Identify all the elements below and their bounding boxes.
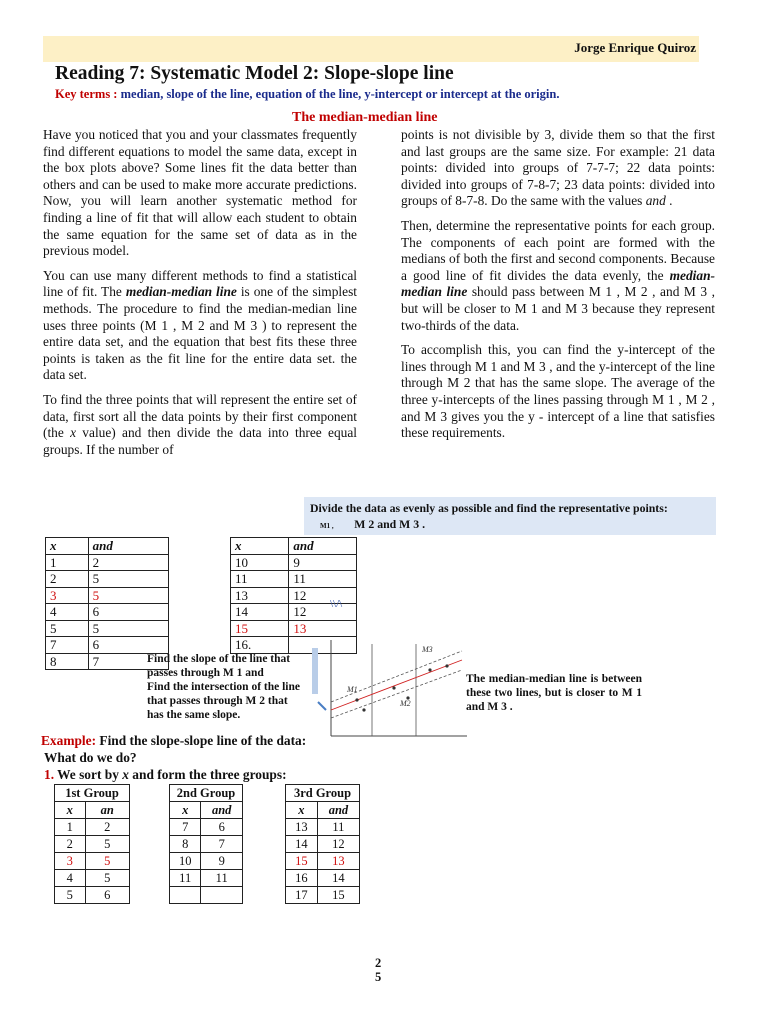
left-paragraph-1: Have you noticed that you and your classmates frequently find different equations to model the same data, except in the box plots above? Some lines fit the data better than others and can be used to make more accurate predictions. Now, you will learn another systematic method for finding a line of fit that will allow each student to obtain the same equation for the same set of data as in the previous model. [43,127,357,259]
term-median-median: median-median line [125,284,237,300]
example-label: Example: [41,733,97,748]
table-header-row [170,802,243,819]
note-slope: Find the slope of the line that passes through M 1 and [147,653,291,679]
cell: 11 [201,870,243,887]
data-point [392,686,395,689]
divide-instruction-line2 [320,517,425,532]
m3-label: M3 [422,645,433,654]
cell: 14 [286,836,318,853]
cell: 5 [88,571,168,588]
cell: 3 [55,853,86,870]
cell: 5 [85,870,129,887]
group-2-table [169,784,243,904]
table-row [286,819,360,836]
cell: 6 [201,819,243,836]
example-heading [41,733,306,749]
header-x: x [55,802,86,819]
right-data-table [230,537,357,654]
text-span: We sort by [54,767,123,782]
table-row [55,819,130,836]
header-and: and [88,538,168,555]
cell: 15 [317,887,359,904]
cell: 15 [286,853,318,870]
blue-arrow [318,702,326,710]
text-span: To find the three points that will represent the entire set of data, first sort all the data points by their first component (the [43,391,357,441]
cell: 2 [85,819,129,836]
cell: 5 [85,836,129,853]
m2-label: M2 [400,699,411,708]
cell [201,887,243,904]
cell: 11 [231,571,289,588]
cell: 1 [55,819,86,836]
data-point [445,664,448,667]
table-row [286,836,360,853]
group-title: 2nd Group [170,785,243,802]
page-number-digit: 2 [375,956,382,970]
example-text: Find the slope-slope line of the data: [96,733,307,748]
cell: 2 [55,836,86,853]
table-row [46,571,169,588]
group-3-table [285,784,360,904]
cell: 11 [289,571,357,588]
cell: 12 [289,587,357,604]
text-span: value) and then divide the data into three equal groups. If the number of [43,425,357,457]
text-span: Then, determine the representative points for each group. The components of each point are formed with the medians of both the first and second components. Because a good line of fit divides the data evenly, the [401,217,715,283]
table-row [46,554,169,571]
step-1 [44,767,287,783]
cell: 13 [231,587,289,604]
cell: 7 [88,653,168,670]
table-row [55,887,130,904]
table-row [170,853,243,870]
data-point [355,698,358,701]
left-data-table [45,537,169,670]
note-between: The median-median line is between these two lines, but is closer to M 1 and M 3 . [466,673,642,713]
cell: 2 [88,554,168,571]
table-row [55,870,130,887]
cell: 10 [231,554,289,571]
table-row [170,836,243,853]
data-point [428,668,431,671]
group-title: 3rd Group [286,785,360,802]
left-column [43,127,357,466]
header-and: and [317,802,359,819]
cell: 12 [289,604,357,621]
right-paragraph-1 [401,127,715,210]
right-column [401,127,715,450]
table-row [286,887,360,904]
left-paragraph-3 [43,392,357,458]
table-row [231,554,357,571]
header-x: x [231,538,289,555]
m1-label: M1 [347,685,358,694]
term-x: x [122,767,129,782]
cell: 5 [88,587,168,604]
blue-arrow-bar [312,648,318,694]
cell: 12 [317,836,359,853]
table-header-row [286,802,360,819]
page-number [375,956,381,984]
key-terms [55,87,559,102]
table-row [231,571,357,588]
table-row [46,637,169,654]
cell: 6 [85,887,129,904]
header-x: x [170,802,201,819]
cell: 8 [170,836,201,853]
cell: 3 [46,587,89,604]
cell: 11 [170,870,201,887]
cell: 5 [46,620,89,637]
text-span: . [665,193,673,209]
m2-m3-label: M 2 and M 3 . [354,517,426,531]
table-header-row [231,538,357,555]
cell: 6 [88,604,168,621]
cell: 5 [55,887,86,904]
median-median-diagram [312,640,467,740]
cell: 15 [231,620,289,637]
cell: 7 [201,836,243,853]
table-title-row [55,785,130,802]
upper-line [331,651,462,702]
table-row [46,604,169,621]
page-title: Reading 7: Systematic Model 2: Slope-slope line [55,63,454,84]
text-span: is one of the simplest methods. The procedure to find the median-median line uses three points (M 1 , M 2 and M 3 ) to represent the entire data set, and the equation that best fits these three points is taken as the fit line for the entire data set. the data set. [43,284,357,383]
header-and: and [289,538,357,555]
divide-instruction-line1: Divide the data as evenly as possible and find the representative points: [310,501,668,515]
table-row [46,620,169,637]
cell: 14 [317,870,359,887]
table-row [55,836,130,853]
term-and: and [645,193,666,209]
cell: 16. [231,637,289,654]
divide-instruction-box [304,497,716,535]
header-and: an [85,802,129,819]
author-name: Jorge Enrique Quiroz [574,40,696,55]
header-and: and [201,802,243,819]
slope-notes [147,652,307,722]
term-median-median: median-median line [401,267,715,300]
table-row [46,587,169,604]
section-title: The median-median line [292,110,438,125]
table-title-row [286,785,360,802]
cell: 16 [286,870,318,887]
m1-small-label: M1 , [320,522,334,530]
cell: 10 [170,853,201,870]
cell: 6 [88,637,168,654]
key-terms-text: median, slope of the line, equation of the line, y-intercept or intercept at the origin. [120,87,560,101]
group-title: 1st Group [55,785,130,802]
cell: 14 [231,604,289,621]
group-1-table [54,784,130,904]
cell: 9 [201,853,243,870]
table-row [286,870,360,887]
left-paragraph-2 [43,268,357,384]
data-point [362,708,365,711]
cell: 4 [55,870,86,887]
cell: 13 [289,620,357,637]
table-header-row [55,802,130,819]
term-x: x [70,425,77,441]
right-paragraph-2 [401,218,715,334]
text-span: and form the three groups: [128,767,287,782]
text-span: should pass between M 1 , M 2 , and M 3 , but will be closer to M 1 and M 3 because they represent two-thirds of the data. [401,284,715,333]
cell: 17 [286,887,318,904]
table-row [170,887,243,904]
table-row [55,853,130,870]
table-row [170,819,243,836]
table-header-row [46,538,169,555]
page-number-digit: 5 [375,970,382,984]
cell: 5 [88,620,168,637]
what-do-we-do: What do we do? [44,750,137,765]
key-terms-label: Key terms : [55,87,118,101]
header-x: x [46,538,89,555]
cell: 8 [46,653,89,670]
cell: 1 [46,554,89,571]
table-row [170,870,243,887]
cell: 9 [289,554,357,571]
text-span: points is not divisible by 3, divide them so that the first and last groups are the same size. For example: 21 data points: divided into groups of 7-7-7; 22 data points: divided into groups of 7-8-7; 23 data points: divided into groups of 8-7-8. Do the same with the values [401,127,715,209]
table-title-row [170,785,243,802]
cell: 11 [317,819,359,836]
table-row [286,853,360,870]
cell: 4 [46,604,89,621]
cell: 7 [46,637,89,654]
text-span: You can use many different methods to find a statistical line of fit. The [43,267,357,300]
cell: 5 [85,853,129,870]
cell: 2 [46,571,89,588]
table-row [231,620,357,637]
cell [170,887,201,904]
cell: 13 [317,853,359,870]
right-paragraph-3: To accomplish this, you can find the y-intercept of the lines through M 1 and M 3 , and the y-intercept of the line through M 2 that has the same slope. The average of the three y-intercepts of the lines passing through M 1 , M 2 , and M 3 gives you the y - intercept of a line that satisfies these requirements. [401,342,715,441]
cell: 7 [170,819,201,836]
note-intersection: Find the intersection of the line that passes through M 2 that has the same slope. [147,681,300,721]
cell: 13 [286,819,318,836]
header-x: x [286,802,318,819]
step-number: 1. [44,767,55,782]
hash-mark: \\/\ [330,598,343,610]
